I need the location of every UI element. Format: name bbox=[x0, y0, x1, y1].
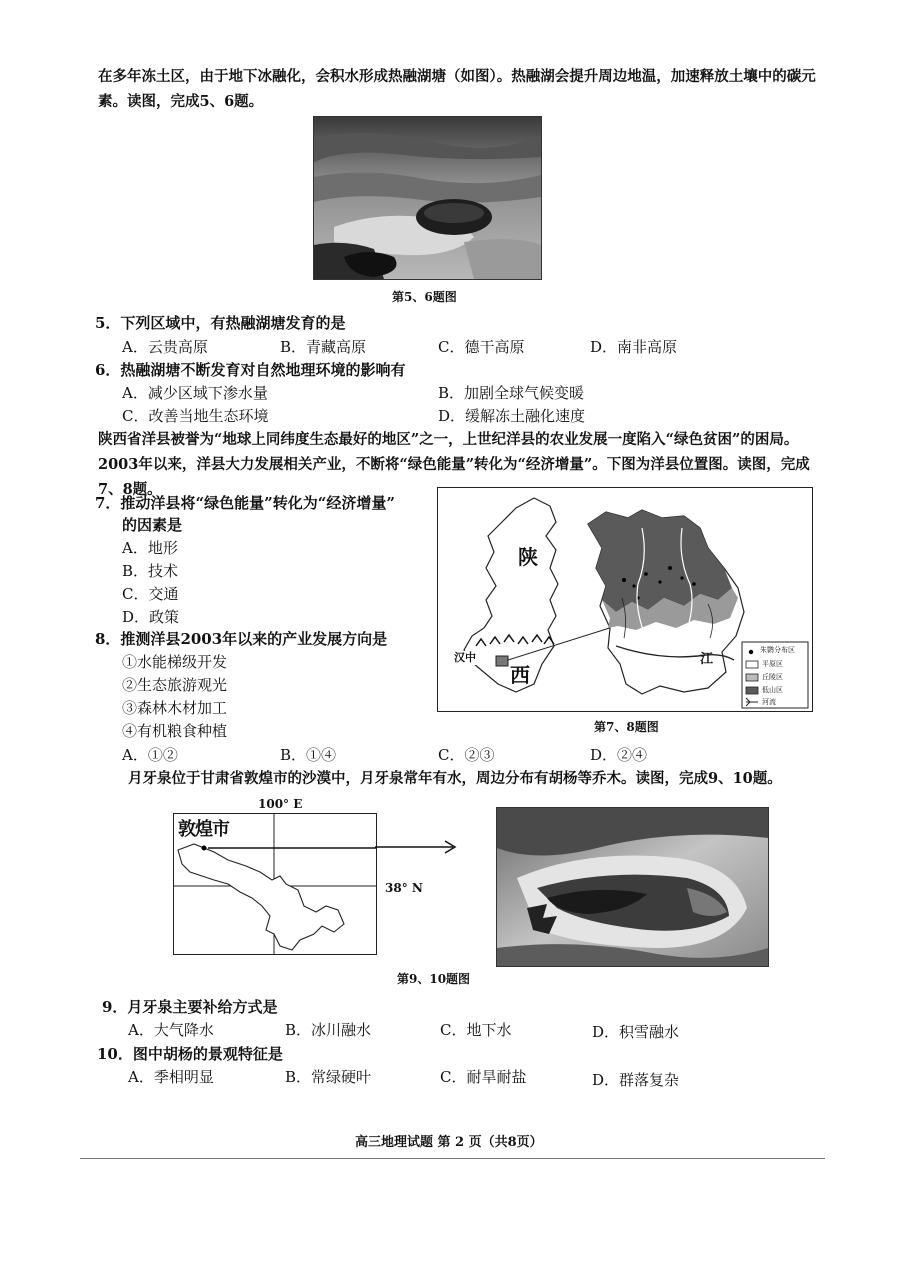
thermokarst-lake-photo bbox=[313, 116, 542, 280]
q5-option-b[interactable]: B．青藏高原 bbox=[280, 338, 367, 356]
q5-option-c[interactable]: C．德干高原 bbox=[438, 338, 525, 356]
q10-option-b[interactable]: B．常绿硬叶 bbox=[285, 1068, 372, 1086]
q10-option-c[interactable]: C．耐旱耐盐 bbox=[440, 1068, 527, 1086]
map-label-xi: 西 bbox=[510, 663, 530, 687]
question-7-stem-line1: 7．推动洋县将“绿色能量”转化为“经济增量” bbox=[95, 494, 395, 512]
map-label-hanzhong: 汉中 bbox=[454, 651, 476, 664]
q7-option-d[interactable]: D．政策 bbox=[122, 608, 180, 626]
q8-item-4: ④有机粮食种植 bbox=[122, 722, 228, 740]
legend-low-mountain: 低山区 bbox=[762, 686, 783, 694]
q6-option-a[interactable]: A．减少区域下渗水量 bbox=[122, 384, 268, 402]
q9-option-c[interactable]: C．地下水 bbox=[440, 1021, 512, 1039]
q10-option-d[interactable]: D．群落复杂 bbox=[592, 1071, 680, 1089]
yangxian-location-map bbox=[437, 487, 813, 712]
q8-option-a[interactable]: A．①② bbox=[122, 746, 178, 764]
q8-item-2: ②生态旅游观光 bbox=[122, 676, 228, 694]
page-footer: 高三地理试题 第 2 页（共8页） bbox=[355, 1135, 543, 1150]
q8-option-c[interactable]: C．②③ bbox=[438, 746, 495, 764]
q9-option-b[interactable]: B．冰川融水 bbox=[285, 1021, 372, 1039]
legend-hilly: 丘陵区 bbox=[762, 673, 783, 681]
intro-q5-6: 在多年冻土区，由于地下冰融化，会积水形成热融湖塘（如图）。热融湖会提升周边地温，加速释放土壤中的碳元素。读图，完成5、6题。 bbox=[98, 68, 816, 110]
crescent-spring-photo bbox=[496, 807, 769, 967]
figure-caption-7-8: 第7、8题图 bbox=[594, 720, 659, 734]
intro-q7-8: 陕西省洋县被誉为“地球上同纬度生态最好的地区”之一，上世纪洋县的农业发展一度陷入“绿色贫困”的困局。2003年以来，洋县大力发展相关产业，不断将“绿色能量”转化为“经济增量”。下图为洋县位置图。读图，完成7、8题。 bbox=[98, 431, 810, 498]
question-6-stem: 6．热融湖塘不断发育对自然地理环境的影响有 bbox=[95, 361, 406, 379]
question-8-stem: 8．推测洋县2003年以来的产业发展方向是 bbox=[95, 630, 388, 648]
map-label-river: 江 bbox=[700, 652, 714, 667]
q9-option-a[interactable]: A．大气降水 bbox=[128, 1021, 214, 1039]
footer-divider bbox=[80, 1158, 825, 1159]
q6-option-d[interactable]: D．缓解冻土融化速度 bbox=[438, 407, 586, 425]
legend-plain: 平原区 bbox=[762, 660, 783, 668]
question-5-stem: 5．下列区域中，有热融湖塘发育的是 bbox=[95, 314, 346, 332]
q6-option-c[interactable]: C．改善当地生态环境 bbox=[122, 407, 269, 425]
q8-option-b[interactable]: B．①④ bbox=[280, 746, 337, 764]
q5-option-a[interactable]: A．云贵高原 bbox=[122, 338, 208, 356]
city-label-dunhuang: 敦煌市 bbox=[178, 819, 229, 840]
q8-item-1: ①水能梯级开发 bbox=[122, 653, 228, 671]
map-label-shaan: 陕 bbox=[518, 545, 538, 569]
q7-option-b[interactable]: B．技术 bbox=[122, 562, 179, 580]
q7-option-a[interactable]: A．地形 bbox=[122, 539, 178, 557]
q8-item-3: ③森林木材加工 bbox=[122, 699, 228, 717]
q5-option-d[interactable]: D．南非高原 bbox=[590, 338, 678, 356]
question-9-stem: 9．月牙泉主要补给方式是 bbox=[102, 998, 278, 1016]
q9-option-d[interactable]: D．积雪融水 bbox=[592, 1023, 680, 1041]
q10-option-a[interactable]: A．季相明显 bbox=[128, 1068, 214, 1086]
question-10-stem: 10．图中胡杨的景观特征是 bbox=[97, 1045, 283, 1063]
figure-caption-5-6: 第5、6题图 bbox=[392, 290, 457, 304]
arrow-to-photo bbox=[375, 840, 457, 854]
intro-q9-10: 月牙泉位于甘肃省敦煌市的沙漠中，月牙泉常年有水，周边分布有胡杨等乔木。读图，完成9、10题。 bbox=[128, 770, 782, 787]
question-7-stem-line2: 的因素是 bbox=[122, 516, 183, 534]
q6-option-b[interactable]: B．加剧全球气候变暖 bbox=[438, 384, 585, 402]
longitude-label: 100° E bbox=[258, 797, 303, 811]
legend-river: 河流 bbox=[762, 698, 776, 706]
q7-option-c[interactable]: C．交通 bbox=[122, 585, 179, 603]
legend-ibis: 朱鹮分布区 bbox=[760, 646, 795, 654]
q8-option-d[interactable]: D．②④ bbox=[590, 746, 648, 764]
figure-caption-9-10: 第9、10题图 bbox=[397, 972, 471, 986]
dunhuang-location-map bbox=[173, 813, 377, 955]
latitude-label: 38° N bbox=[385, 881, 423, 895]
